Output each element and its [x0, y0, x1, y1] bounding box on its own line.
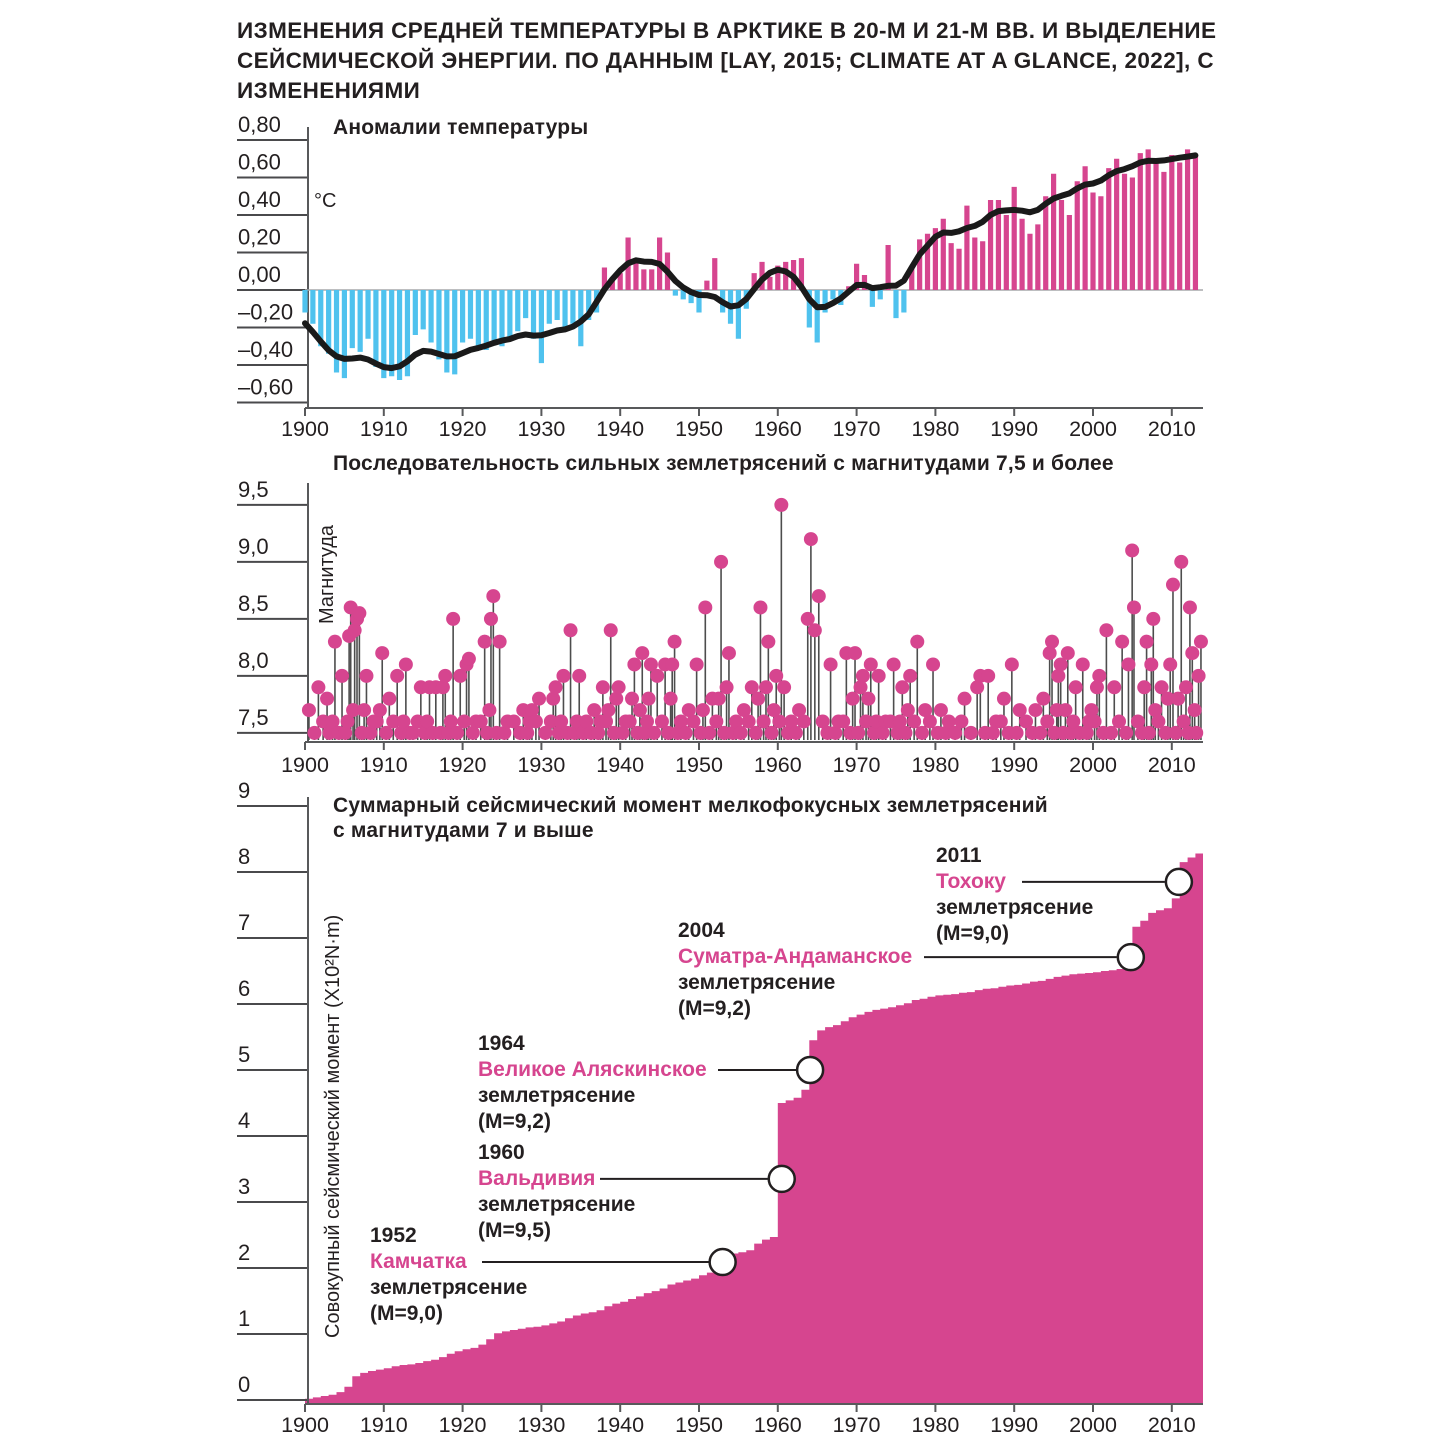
svg-text:1920: 1920 [438, 1413, 487, 1437]
annotation-magnitude: (М=9,0) [936, 922, 1009, 945]
annotation-year: 1952 [370, 1224, 417, 1247]
celsius-unit-label: °C [314, 190, 337, 212]
temperature-chart-title: Аномалии температуры [333, 116, 589, 139]
svg-text:8,0: 8,0 [238, 647, 269, 673]
temperature-bars [302, 149, 1198, 380]
temperature-chart [237, 112, 1203, 441]
svg-text:9,5: 9,5 [238, 476, 269, 502]
annotation-word: землетрясение [936, 896, 1094, 919]
svg-text:1930: 1930 [517, 417, 566, 441]
annotation-alaska-1964 [478, 1031, 707, 1135]
svg-text:1990: 1990 [990, 417, 1039, 441]
svg-text:8: 8 [238, 844, 251, 869]
svg-text:2000: 2000 [1069, 1413, 1117, 1437]
svg-text:3: 3 [238, 1174, 251, 1199]
svg-text:8,5: 8,5 [238, 590, 269, 616]
earthquake-dots [302, 498, 1208, 740]
annotation-name: Суматра-Андаманское [678, 945, 913, 968]
svg-text:6: 6 [238, 976, 251, 1001]
svg-text:2010: 2010 [1147, 1413, 1196, 1437]
annotation-name: Вальдивия [478, 1167, 596, 1190]
annotation-valdivia-1960 [478, 1140, 635, 1244]
svg-text:–0,40: –0,40 [238, 337, 294, 362]
svg-text:1910: 1910 [359, 753, 408, 777]
annotation-marker-circle [710, 1249, 736, 1275]
annotation-tohoku-2011 [936, 843, 1093, 947]
annotation-magnitude: (М=9,5) [478, 1219, 551, 1242]
svg-text:7,5: 7,5 [238, 704, 269, 730]
annotation-name: Великое Аляскинское [478, 1058, 707, 1081]
moment-title-line2: с магнитудами 7 и выше [333, 819, 594, 842]
svg-text:0,60: 0,60 [238, 149, 281, 175]
svg-text:4: 4 [238, 1108, 251, 1133]
svg-text:1920: 1920 [438, 417, 487, 441]
magnitude-chart [237, 477, 1208, 777]
svg-text:1940: 1940 [596, 753, 645, 777]
svg-text:1910: 1910 [359, 417, 408, 441]
annotation-marker-circle [797, 1057, 823, 1083]
svg-text:1970: 1970 [832, 417, 881, 441]
svg-text:1940: 1940 [596, 417, 645, 441]
svg-text:1980: 1980 [911, 1413, 960, 1437]
annotation-year: 1964 [478, 1032, 525, 1055]
svg-text:1910: 1910 [359, 1413, 408, 1437]
svg-text:9: 9 [238, 778, 251, 803]
moment-title-line1: Суммарный сейсмический момент мелкофокусных землетрясений [333, 794, 1048, 817]
svg-text:9,0: 9,0 [238, 533, 269, 559]
svg-text:1990: 1990 [990, 753, 1039, 777]
svg-text:1930: 1930 [517, 753, 566, 777]
svg-text:2: 2 [238, 1240, 251, 1265]
annotation-marker-circle [1166, 869, 1192, 895]
annotation-word: землетрясение [370, 1276, 528, 1299]
svg-text:1980: 1980 [911, 417, 960, 441]
svg-text:1930: 1930 [517, 1413, 566, 1437]
page-title: ИЗМЕНЕНИЯ СРЕДНЕЙ ТЕМПЕРАТУРЫ В АРКТИКЕ В 20-М И 21-М ВВ. И ВЫДЕЛЕНИЕ СЕЙСМИЧЕСКОЙ ЭНЕРГИИ. ПО ДАННЫМ [LAY, 2015; CLIMATE AT A GLANCE, 2022], С ИЗМЕНЕНИЯМИ [237, 18, 1217, 103]
annotation-magnitude: (М=9,2) [478, 1110, 551, 1133]
annotation-year: 1960 [478, 1141, 525, 1164]
svg-text:1960: 1960 [753, 753, 802, 777]
svg-text:1940: 1940 [596, 1413, 645, 1437]
annotation-word: землетрясение [478, 1193, 636, 1216]
svg-text:1950: 1950 [675, 417, 723, 441]
svg-text:1950: 1950 [675, 1413, 723, 1437]
annotation-year: 2011 [936, 844, 982, 867]
svg-text:1960: 1960 [753, 417, 802, 441]
svg-text:1: 1 [238, 1306, 251, 1331]
annotation-name: Тохоку [936, 870, 1006, 893]
svg-text:2000: 2000 [1069, 753, 1117, 777]
svg-text:1920: 1920 [438, 753, 487, 777]
svg-text:0,00: 0,00 [238, 262, 281, 287]
annotation-year: 2004 [678, 919, 725, 942]
svg-text:–0,20: –0,20 [238, 299, 294, 325]
svg-text:0,40: 0,40 [238, 187, 281, 212]
annotation-word: землетрясение [678, 971, 836, 994]
svg-text:1980: 1980 [911, 753, 960, 777]
svg-text:0: 0 [238, 1372, 251, 1397]
svg-text:0,20: 0,20 [238, 224, 281, 250]
annotation-word: землетрясение [478, 1084, 636, 1107]
annotation-sumatra-2004 [678, 918, 912, 1022]
svg-text:2000: 2000 [1069, 417, 1117, 441]
svg-text:–0,60: –0,60 [238, 374, 294, 400]
svg-text:1970: 1970 [832, 1413, 881, 1437]
magnitude-axis-label: Магнитуда [316, 524, 338, 624]
svg-text:1900: 1900 [281, 753, 329, 777]
svg-text:1970: 1970 [832, 753, 881, 777]
svg-text:1900: 1900 [281, 1413, 329, 1437]
magnitude-chart-title: Последовательность сильных землетрясений с магнитудами 7,5 и более [333, 452, 1114, 475]
svg-text:1900: 1900 [281, 417, 329, 441]
svg-text:1950: 1950 [675, 753, 723, 777]
svg-text:7: 7 [238, 910, 251, 935]
svg-text:0,80: 0,80 [238, 112, 281, 137]
svg-text:5: 5 [238, 1042, 251, 1067]
moment-chart-title [333, 793, 1053, 843]
svg-text:1990: 1990 [990, 1413, 1039, 1437]
svg-text:2010: 2010 [1147, 417, 1196, 441]
annotation-marker-circle [1118, 944, 1144, 970]
moment-axis-label: Совокупный сейсмический момент (X10²N·m) [322, 914, 344, 1338]
svg-text:1960: 1960 [753, 1413, 802, 1437]
svg-text:2010: 2010 [1147, 753, 1196, 777]
annotation-name: Камчатка [370, 1250, 467, 1273]
annotation-magnitude: (М=9,2) [678, 997, 751, 1020]
annotation-magnitude: (М=9,0) [370, 1302, 443, 1325]
annotation-marker-circle [769, 1166, 795, 1192]
